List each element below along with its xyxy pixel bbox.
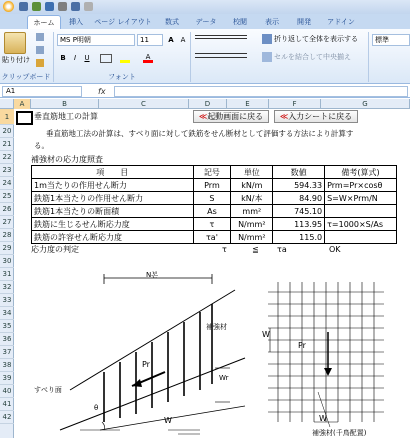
column-header[interactable]: C (99, 99, 189, 109)
judge-tau: τ (222, 245, 227, 254)
header-symbol: 記号 (193, 166, 231, 179)
header-unit: 単位 (231, 166, 273, 179)
ribbon (0, 29, 410, 84)
clipboard-group-label: クリップボード (1, 73, 51, 81)
table-header-row (32, 166, 397, 179)
stress-check-table (31, 165, 397, 244)
undo-icon[interactable] (32, 2, 41, 11)
table-row (32, 192, 397, 205)
save-icon[interactable] (19, 2, 28, 11)
active-cell[interactable] (16, 111, 33, 125)
row-header[interactable]: 28 (0, 229, 14, 242)
cell-symbol[interactable]: τ (193, 218, 231, 231)
row-header[interactable]: 34 (0, 307, 14, 320)
n-count-label: N본 (146, 271, 158, 279)
ribbon-separator (53, 32, 54, 82)
table-caption: 補強材の応力度照査 (31, 155, 103, 164)
cell-item[interactable]: 鉄筋の許容せん断応力度 (32, 231, 194, 244)
borders-icon[interactable] (100, 54, 112, 63)
judge-label: 応力度の判定 (31, 245, 79, 254)
tab-addins[interactable]: アドイン (327, 18, 355, 26)
cell-value[interactable]: 84.90 (273, 192, 325, 205)
grid-lines (268, 282, 384, 422)
column-header[interactable]: B (31, 99, 99, 109)
plan-w-label: W (262, 330, 270, 339)
decrease-font-icon[interactable]: A (180, 36, 186, 44)
font-color-icon[interactable]: A (143, 51, 153, 63)
tab-developer[interactable]: 開発 (297, 18, 311, 26)
row-header[interactable]: 29 (0, 242, 14, 255)
customize-toolbar-icon[interactable] (84, 2, 93, 11)
theta-arc (102, 422, 105, 430)
row-header[interactable]: 31 (0, 268, 14, 281)
row-header[interactable]: 41 (0, 398, 14, 411)
row-header[interactable]: 36 (0, 333, 14, 346)
row-header[interactable]: 40 (0, 385, 14, 398)
cell-unit[interactable]: N/mm² (231, 218, 273, 231)
judge-tau-a: τa (277, 245, 287, 254)
row-header[interactable]: 20 (0, 125, 14, 138)
column-header[interactable]: E (227, 99, 269, 109)
width-label: W (164, 416, 172, 425)
print-icon[interactable] (71, 2, 80, 11)
cell-remarks[interactable]: S=W×Prm/N (325, 192, 397, 205)
theta-label: θ (94, 404, 99, 412)
row-header[interactable]: 26 (0, 203, 14, 216)
bold-icon[interactable]: B (60, 54, 66, 62)
increase-font-icon[interactable]: A (168, 36, 174, 44)
plan-width-label: W (319, 414, 327, 423)
formula-input[interactable] (114, 86, 408, 97)
row-header[interactable]: 39 (0, 372, 14, 385)
align-top-icon[interactable] (195, 35, 247, 39)
cell-symbol[interactable]: τa' (193, 231, 231, 244)
office-button-icon[interactable] (3, 1, 14, 12)
back-to-start-button[interactable]: ≪起動画面に戻る (193, 110, 269, 123)
number-format-dropdown[interactable]: 標準 (372, 34, 410, 46)
cell-unit[interactable]: kN/本 (231, 192, 273, 205)
pr-arrow-head (324, 368, 332, 376)
cell-remarks[interactable] (325, 231, 397, 244)
font-name-dropdown[interactable]: MS P明朝 (57, 34, 135, 46)
header-value: 数値 (273, 166, 325, 179)
row-header[interactable]: 32 (0, 281, 14, 294)
worksheet-grid[interactable] (14, 109, 410, 438)
font-size-dropdown[interactable]: 11 (137, 34, 163, 46)
redo-icon[interactable] (45, 2, 54, 11)
judge-less-equal: ≦ (252, 245, 259, 254)
column-headers (0, 99, 410, 109)
row-header[interactable]: 1 (0, 109, 14, 125)
reinforcement-bars (104, 304, 212, 422)
header-remarks: 備考(算式) (325, 166, 397, 179)
print-preview-icon[interactable] (58, 2, 67, 11)
cell-value[interactable]: 115.0 (273, 231, 325, 244)
row-header[interactable]: 24 (0, 177, 14, 190)
table-row (32, 179, 397, 192)
slope-section-diagram (40, 272, 250, 438)
cell-value[interactable]: 745.10 (273, 205, 325, 218)
staggered-reinforcement-label: 補強材(千鳥配置) (312, 429, 367, 437)
back-to-input-label: 入力シートに戻る (288, 112, 353, 121)
wrap-text-icon[interactable] (262, 34, 272, 44)
tab-insert[interactable]: 挿入 (69, 18, 83, 26)
row-headers (0, 109, 14, 438)
underline-icon[interactable]: U (84, 54, 90, 62)
align-left-icon[interactable] (195, 53, 247, 58)
back-to-input-button[interactable]: ≪入力シートに戻る (274, 110, 358, 123)
row-header[interactable]: 27 (0, 216, 14, 229)
row-header[interactable]: 37 (0, 346, 14, 359)
ribbon-separator (368, 32, 369, 82)
name-box[interactable]: A1 (2, 86, 82, 97)
row-header[interactable]: 25 (0, 190, 14, 203)
pr-label: Pr (142, 360, 150, 369)
cell-item[interactable]: 鉄筋1本当たりの作用せん断力 (32, 192, 194, 205)
tab-formulas[interactable]: 数式 (165, 18, 179, 26)
plan-grid-diagram (248, 272, 408, 438)
pr-arrow-head (132, 379, 142, 387)
cell-value[interactable]: 594.33 (273, 179, 325, 192)
tab-view[interactable]: 表示 (265, 18, 279, 26)
cell-item[interactable]: 鉄筋1本当たりの断面積 (32, 205, 194, 218)
reinforcement-label: 補強材 (206, 323, 227, 331)
table-row (32, 205, 397, 218)
spacing-label: Wr (219, 374, 229, 382)
column-header[interactable]: F (269, 99, 321, 109)
cell-unit[interactable]: mm² (231, 205, 273, 218)
tab-review[interactable]: 校閲 (233, 18, 247, 26)
cell-symbol[interactable]: As (193, 205, 231, 218)
sheet-title: 垂直筋地工の計算 (34, 112, 98, 121)
tab-home[interactable]: ホーム (27, 15, 61, 29)
ribbon-separator (190, 32, 191, 82)
base-line (100, 406, 245, 430)
merge-center-icon[interactable] (262, 52, 272, 62)
cell-unit[interactable]: N/mm² (231, 231, 273, 244)
fx-icon[interactable]: fx (98, 87, 106, 96)
table-row (32, 231, 397, 244)
format-painter-icon[interactable] (36, 59, 44, 67)
title-bar (0, 0, 410, 14)
select-all-corner[interactable] (0, 99, 14, 109)
cell-item[interactable]: 鉄筋に生じるせん断応力度 (32, 218, 194, 231)
cell-remarks[interactable]: Prm=Pr×cosθ (325, 179, 397, 192)
font-group-label: フォント (108, 73, 136, 81)
column-header[interactable]: A (14, 99, 31, 109)
column-header[interactable]: G (321, 99, 410, 109)
tab-page-layout[interactable]: ページ レイアウト (94, 18, 152, 26)
ribbon-tabs (0, 14, 410, 29)
plan-pr-label: Pr (298, 341, 306, 350)
cell-symbol[interactable]: S (193, 192, 231, 205)
row-header[interactable]: 30 (0, 255, 14, 268)
merge-center-label[interactable]: セルを結合して中央揃え (274, 53, 351, 61)
row-header[interactable]: 21 (0, 138, 14, 151)
column-header[interactable]: D (189, 99, 227, 109)
cell-remarks[interactable]: τ=1000×S/As (325, 218, 397, 231)
cell-unit[interactable]: kN/m (231, 179, 273, 192)
cell-remarks[interactable] (325, 205, 397, 218)
slip-surface-label: すべり面 (34, 386, 62, 394)
cell-symbol[interactable]: Prm (193, 179, 231, 192)
table-row (32, 218, 397, 231)
cell-value[interactable]: 113.95 (273, 218, 325, 231)
wrap-text-label[interactable]: 折り返して全体を表示する (274, 35, 358, 43)
row-header[interactable]: 35 (0, 320, 14, 333)
paste-icon[interactable] (4, 32, 26, 54)
back-to-start-label: 起動画面に戻る (207, 112, 264, 121)
copy-icon[interactable] (36, 46, 44, 54)
description-line-2: る。 (34, 141, 49, 150)
formula-bar (0, 85, 410, 98)
fill-color-icon[interactable] (120, 53, 130, 63)
row-header[interactable]: 23 (0, 164, 14, 177)
description-line-1: 垂直筋地工法の計算は、すべり面に対して鉄筋をせん断材として評価する方法により計算す (46, 129, 354, 138)
row-header[interactable]: 42 (0, 411, 14, 424)
judge-result: OK (329, 245, 341, 254)
header-item: 項 目 (32, 166, 194, 179)
cell-item[interactable]: 1m当たりの作用せん断力 (32, 179, 194, 192)
tab-data[interactable]: データ (195, 18, 217, 26)
row-header[interactable]: 38 (0, 359, 14, 372)
row-header[interactable]: 22 (0, 151, 14, 164)
italic-icon[interactable]: I (73, 54, 77, 62)
cut-icon[interactable] (36, 33, 44, 41)
paste-label[interactable]: 貼り付け (2, 56, 30, 64)
row-header[interactable]: 33 (0, 294, 14, 307)
